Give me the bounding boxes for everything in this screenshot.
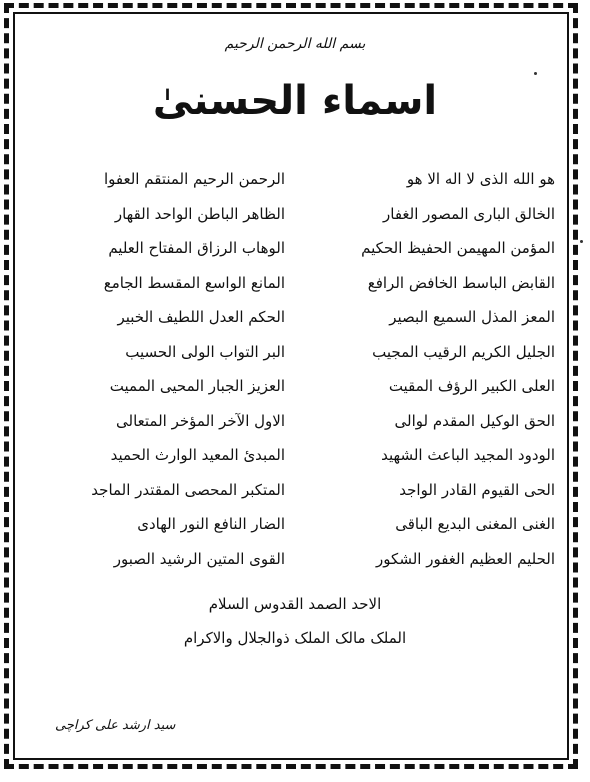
names-row bbox=[35, 404, 555, 439]
names-left-cell: المبدئ المعید الوارث الحمید bbox=[110, 446, 285, 465]
names-right-cell: الحی القیوم القادر الواجد bbox=[399, 480, 555, 499]
names-row bbox=[35, 231, 555, 266]
names-left-cell: الاول الآخر المؤخر المتعالی bbox=[116, 411, 285, 430]
names-grid bbox=[35, 162, 555, 576]
ink-speck bbox=[580, 240, 583, 243]
names-row bbox=[35, 162, 555, 197]
names-row bbox=[35, 335, 555, 370]
names-row bbox=[35, 369, 555, 404]
center-line: الملک مالک الملک ذوالجلال والاکرام bbox=[183, 629, 407, 647]
names-right-cell: الجلیل الکریم الرقیب المجیب bbox=[372, 342, 555, 361]
names-right-cell: الحق الوکیل المقدم لوالی bbox=[394, 411, 555, 430]
names-left-cell: الضار النافع النور الهادی bbox=[137, 515, 285, 534]
page-title: اسماء الحسنیٰ bbox=[152, 78, 438, 124]
bismillah-heading: بسم الله الرحمن الرحيم bbox=[224, 36, 366, 52]
names-left-cell: الظاهر الباطن الواحد القهار bbox=[114, 204, 285, 223]
names-right-cell: القابض الباسط الخافض الرافع bbox=[367, 273, 555, 292]
names-left-cell: البر التواب الولی الحسیب bbox=[125, 342, 285, 361]
names-left-cell: الحکم العدل اللطیف الخبیر bbox=[117, 308, 285, 327]
names-left-cell: القوی المتین الرشید الصبور bbox=[113, 549, 285, 568]
names-right-cell: الخالق الباری المصور الغفار bbox=[383, 204, 555, 223]
names-row bbox=[35, 507, 555, 542]
names-left-cell: الوهاب الرزاق المفتاح العلیم bbox=[108, 239, 285, 258]
center-line: الاحد الصمد القدوس السلام bbox=[208, 595, 382, 613]
names-right-cell: الودود المجید الباعث الشهید bbox=[381, 446, 555, 465]
names-row bbox=[35, 542, 555, 577]
names-row bbox=[35, 300, 555, 335]
names-row bbox=[35, 438, 555, 473]
names-row bbox=[35, 473, 555, 508]
names-right-cell: المعز المذل السمیع البصیر bbox=[389, 308, 555, 327]
ink-speck bbox=[534, 72, 537, 75]
names-left-cell: العزیز الجبار المحیی الممیت bbox=[109, 377, 285, 396]
names-right-cell: المؤمن المهیمن الحفیظ الحکیم bbox=[361, 239, 555, 258]
names-left-cell: المتکبر المحصی المقتدر الماجد bbox=[91, 480, 285, 499]
names-right-cell: الغنی المغنی البدیع الباقی bbox=[395, 515, 555, 534]
center-lines bbox=[0, 587, 590, 655]
names-left-cell: الرحمن الرحیم المنتقم العفوا bbox=[104, 170, 285, 189]
names-right-cell: هو الله الذی لا اله الا هو bbox=[406, 170, 555, 189]
names-row bbox=[35, 197, 555, 232]
names-row bbox=[35, 266, 555, 301]
names-right-cell: الحلیم العظیم الغفور الشکور bbox=[376, 549, 555, 568]
names-left-cell: المانع الواسع المقسط الجامع bbox=[103, 273, 285, 292]
names-right-cell: العلی الکبیر الرؤف المقیت bbox=[388, 377, 555, 396]
signature: سید ارشد علی کراچی bbox=[55, 718, 176, 733]
